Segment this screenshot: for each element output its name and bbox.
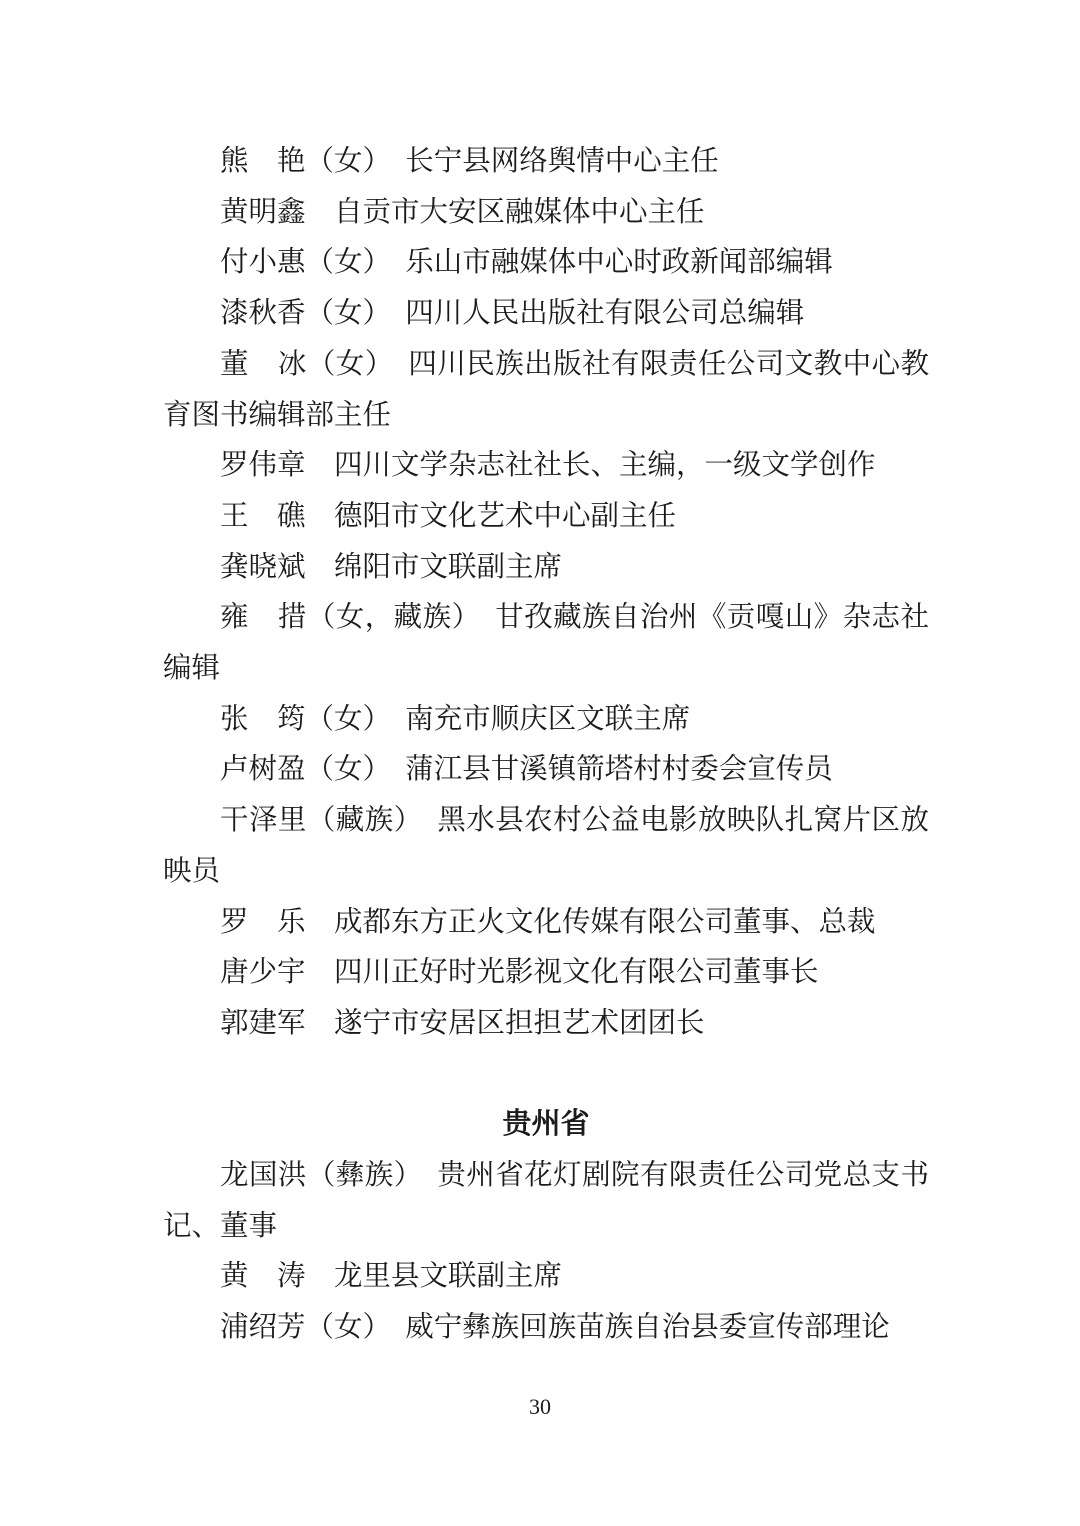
province-section — [163, 136, 929, 1049]
roster-entry: 罗 乐 成都东方正火文化传媒有限公司董事、总裁 — [220, 905, 876, 938]
roster-entry: 付小惠（女） 乐山市融媒体中心时政新闻部编辑 — [220, 246, 833, 279]
roster-entry: 浦绍芳（女） 威宁彝族回族苗族自治县委宣传部理论 — [220, 1311, 890, 1344]
roster-entry: 干泽里（藏族） 黑水县农村公益电影放映队扎窝片区放映员 — [163, 804, 929, 887]
roster-entry: 王 礁 德阳市文化艺术中心副主任 — [220, 499, 677, 532]
province-section — [163, 1099, 929, 1353]
roster-entry: 熊 艳（女） 长宁县网络舆情中心主任 — [220, 145, 719, 177]
roster-entry: 雍 措（女，藏族） 甘孜藏族自治州《贡嘎山》杂志社编辑 — [163, 601, 929, 685]
roster-entry: 漆秋香（女） 四川人民出版社有限公司总编辑 — [220, 297, 805, 330]
roster-entry: 罗伟章 四川文学杂志社社长、主编，一级文学创作 — [220, 449, 876, 482]
roster-content — [163, 136, 929, 1353]
roster-entry: 郭建军 遂宁市安居区担担艺术团团长 — [220, 1006, 705, 1039]
roster-entry: 黄 涛 龙里县文联副主席 — [220, 1260, 563, 1293]
roster-entry: 黄明鑫 自贡市大安区融媒体中心主任 — [220, 195, 705, 228]
roster-entry: 董 冰（女） 四川民族出版社有限责任公司文教中心教育图书编辑部主任 — [163, 347, 929, 431]
roster-entry: 卢树盈（女） 蒲江县甘溪镇箭塔村村委会宣传员 — [220, 753, 833, 786]
section-header: 贵州省 — [502, 1108, 590, 1141]
roster-entry: 张 筠（女） 南充市顺庆区文联主席 — [220, 702, 691, 735]
roster-entry: 龙国洪（彝族） 贵州省花灯剧院有限责任公司党总支书记、董事 — [163, 1159, 929, 1242]
roster-entry: 龚晓斌 绵阳市文联副主席 — [220, 550, 563, 583]
page-number: 30 — [529, 1394, 551, 1419]
roster-entry: 唐少宇 四川正好时光影视文化有限公司董事长 — [220, 956, 819, 989]
